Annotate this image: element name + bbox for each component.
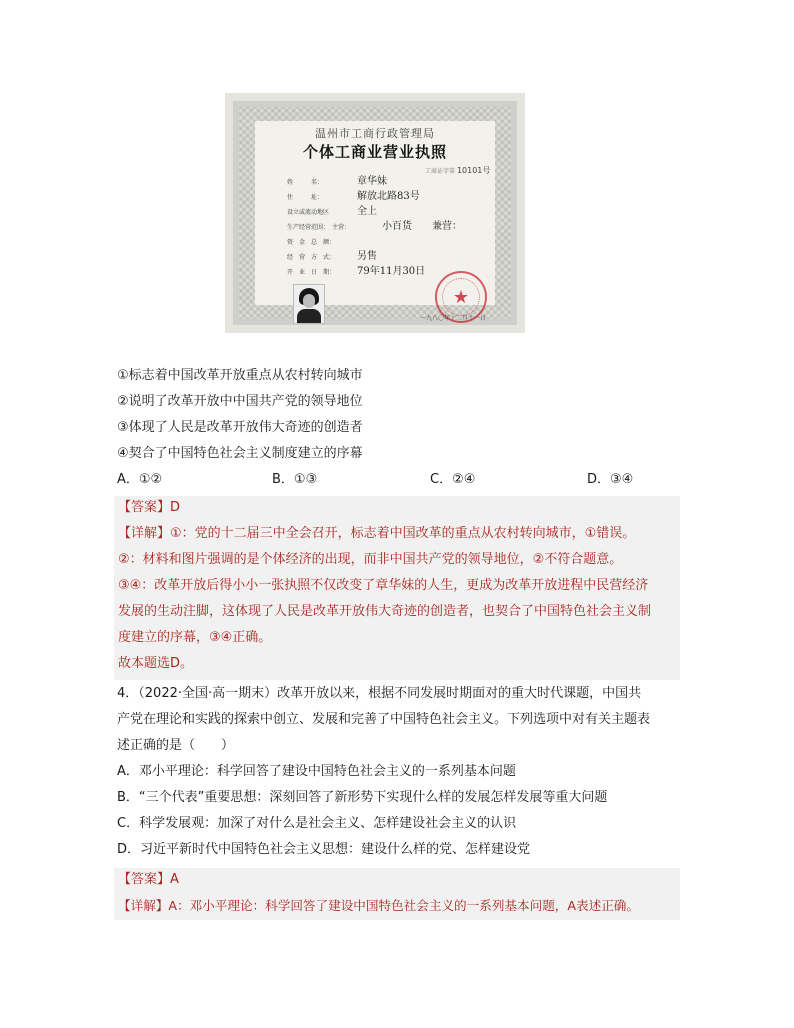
license-field (287, 251, 377, 262)
field-label: 经 营 方 式： (287, 254, 336, 261)
license-field (287, 176, 387, 187)
license-border (233, 101, 517, 325)
license-title: 个体工商业营业执照 (302, 143, 447, 161)
q4-stem-line: 4．（2022·全国·高一期末）改革开放以来，根据不同发展时期面对的重大时代课题，中国共 (117, 686, 642, 701)
license-field (287, 237, 335, 246)
answer-label: 【答案】D (118, 500, 181, 515)
license-field (287, 221, 462, 232)
statement: ①标志着中国改革开放重点从农村转向城市 (117, 368, 363, 383)
star-icon: ★ (452, 287, 470, 308)
option-b[interactable]: B．①③ (272, 472, 318, 487)
field-value: 全上 (357, 206, 377, 217)
license-serial (425, 165, 490, 176)
q4-option-a[interactable]: A．邓小平理论：科学回答了建设中国特色社会主义的一系列基本问题 (117, 764, 516, 779)
explanation-line: ②：材料和图片强调的是个体经济的出现，而非中国共产党的领导地位，②不符合题意。 (118, 552, 623, 567)
statement: ③体现了人民是改革开放伟大奇迹的创造者 (117, 420, 363, 435)
q4-answer-block (114, 868, 680, 920)
option-c[interactable]: C．②④ (430, 472, 476, 487)
option-a[interactable]: A．①② (117, 472, 163, 487)
license-bureau: 温州市工商行政管理局 (315, 127, 435, 140)
field-value: 解放北路83号 (357, 191, 420, 202)
license-issue-date: 一九八〇年十二月十一日 (420, 315, 487, 322)
q4-stem-line: 述正确的是（ ） (117, 738, 235, 753)
field-value: 章华妹 (357, 176, 387, 187)
field-value: 79年11月30日 (357, 266, 426, 277)
field-value: 另售 (357, 251, 377, 262)
answer-label: 【答案】A (118, 872, 179, 887)
field-label: 设立或流动地区 (287, 209, 330, 216)
field-label: 开 业 日 期： (287, 269, 336, 276)
license-field (287, 191, 420, 202)
explanation-line: 【详解】A：邓小平理论：科学回答了建设中国特色社会主义的一系列基本问题，A表述正确。 (118, 898, 639, 913)
business-license-photo (225, 93, 525, 333)
field-value: 小百货 兼营： (382, 221, 462, 232)
explanation-line: 发展的生动注脚，这体现了人民是改革开放伟大奇迹的创造者，也契合了中国特色社会主义制 (118, 604, 652, 619)
q4-stem-line: 产党在理论和实践的探索中创立、发展和完善了中国特色社会主义。下列选项中对有关主题表 (117, 712, 651, 727)
q4-option-d[interactable]: D．习近平新时代中国特色社会主义思想：建设什么样的党、怎样建设党 (117, 842, 531, 857)
license-field (287, 266, 426, 277)
q4-option-b[interactable]: B．“三个代表”重要思想：深刻回答了新形势下实现什么样的发展怎样发展等重大问题 (117, 790, 608, 805)
q4-option-c[interactable]: C．科学发展观：加深了对什么是社会主义、怎样建设社会主义的认识 (117, 816, 517, 831)
explanation-line: 【详解】①：党的十二届三中全会召开，标志着中国改革的重点从农村转向城市，①错误。 (118, 526, 636, 541)
field-label: 资 金 总 额： (287, 239, 336, 246)
field-label: 姓 名： (287, 179, 324, 186)
explanation-line: ③④：改革开放后得小小一张执照不仅改变了章华妹的人生，更成为改革开放进程中民营经济 (118, 578, 649, 593)
conclusion-line: 故本题选D。 (118, 656, 194, 671)
statement: ②说明了改革开放中中国共产党的领导地位 (117, 394, 363, 409)
serial-label: 工商证字第 (425, 168, 456, 175)
field-label: 住 址： (287, 194, 324, 201)
serial-number: 10101号 (456, 166, 491, 175)
statement: ④契合了中国特色社会主义制度建立的序幕 (117, 446, 363, 461)
license-field (287, 206, 377, 217)
field-label: 生产经营范围： 主营： (287, 224, 351, 231)
owner-portrait (293, 284, 325, 324)
q3-answer-block (114, 496, 680, 680)
license-paper (255, 121, 495, 322)
explanation-line: 度建立的序幕，③④正确。 (118, 630, 272, 645)
option-d[interactable]: D．③④ (587, 472, 634, 487)
